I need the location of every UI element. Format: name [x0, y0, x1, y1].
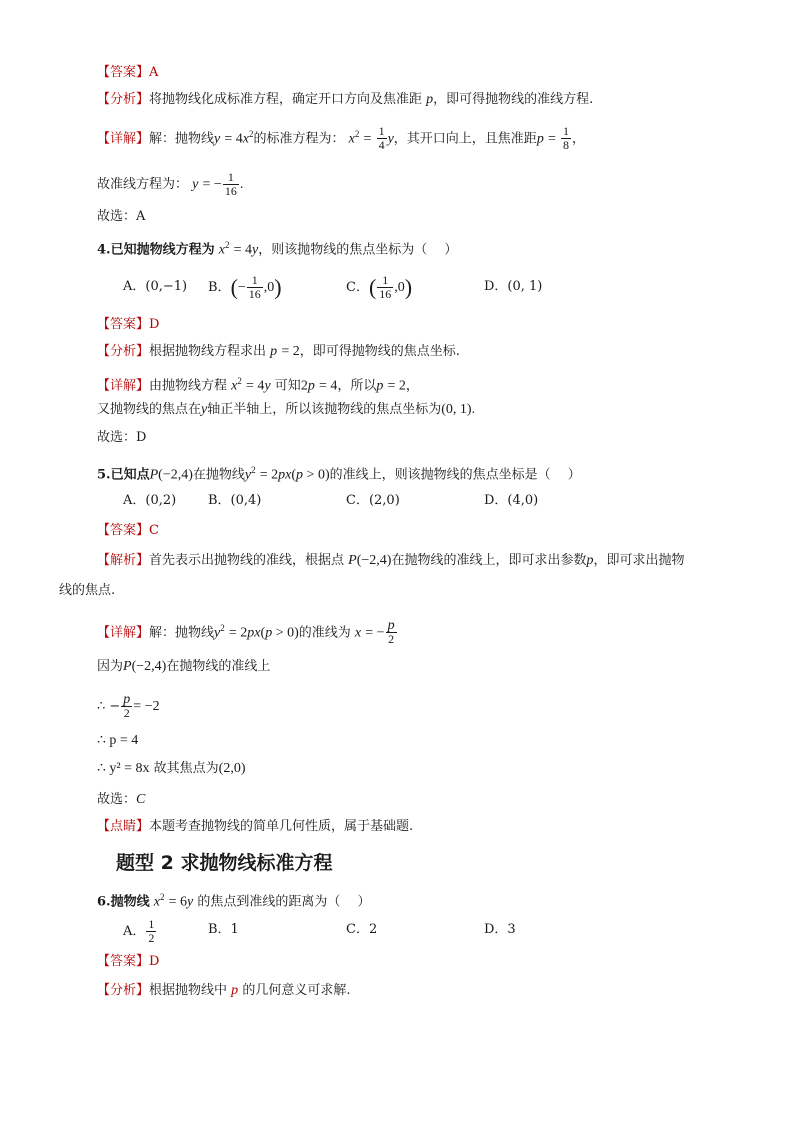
analysis-line-3 [97, 90, 593, 110]
q5-stem-b: 在抛物线 [192, 467, 245, 483]
question-6: 6.抛物线 $x^2 = 6y$ 的焦点到准线的距离为（ ） [97, 892, 371, 910]
fraction-1-16: $\frac{1}{16}$ [224, 170, 237, 198]
analysis-line-6: 【分析】根据抛物线中 p 的几何意义可求解. [97, 983, 351, 998]
q4-option-b: B．(− $\frac{1}{16}$ ,0) [208, 273, 282, 301]
detail2-tail: 轴正半轴上，所以该抛物线的焦点坐标为 [207, 402, 442, 417]
q4-option-c-label: C． [346, 280, 369, 295]
answer-value: D [149, 317, 160, 332]
answer-value: D [149, 954, 160, 969]
parse-line-5b: 线的焦点. [59, 583, 116, 598]
step3: ∴ y² = 8x [97, 761, 150, 776]
q4-option-a: A．(0,−1) [123, 279, 188, 294]
detail-c: ，所以 [337, 378, 377, 394]
choose-text: 故选： [97, 792, 137, 807]
detail-d: ， [405, 378, 419, 394]
math-p: p [426, 92, 434, 107]
question-5: 5.已知点P(−2,4)在抛物线$y^2 = 2px(p > 0)$的准线上，则该抛物线的焦点坐标是（ ） [97, 465, 581, 483]
detail2-text: 又抛物线的焦点在 [97, 402, 202, 417]
fraction-1-4: $\frac{1}{4}$ [378, 124, 385, 153]
directrix-text: 故准线方程为： [97, 177, 189, 192]
detail-label: 【详解】 [97, 131, 150, 147]
q5-option-d: D．(4,0) [484, 493, 539, 508]
detail-a: 解：抛物线 [149, 131, 215, 147]
fraction-1-8: $\frac{1}{8}$ [563, 124, 569, 153]
step3-line-5: ∴ y² = 8x 故其焦点为(2,0) [97, 761, 246, 776]
q6-option-b: B．1 [208, 922, 239, 937]
detail2-line-4: 又抛物线的焦点在y轴正半轴上，所以该抛物线的焦点坐标为(0, 1). [97, 402, 476, 417]
q6-stem: 6.抛物线 [97, 894, 150, 910]
comment-line-5 [97, 817, 413, 837]
because-a: 因为 [97, 659, 124, 674]
analysis-tail: 的几何意义可求解. [242, 983, 351, 998]
analysis-label: 【分析】 [97, 92, 150, 107]
q6-option-a-label: A． [123, 924, 146, 939]
detail-d: ， [572, 131, 586, 147]
answer-label: 【答案】 [97, 523, 150, 538]
detail-label: 【详解】 [97, 625, 150, 641]
analysis-tail: ，即可得抛物线的焦点坐标. [299, 344, 460, 359]
choose-value: C [136, 792, 146, 807]
choose-line-3: 故选：A [97, 209, 146, 224]
q5-option-a: A．(0,2) [123, 493, 177, 508]
q5-stem: 5.已知点 [97, 467, 150, 483]
detail-b: 的标准方程为： [253, 131, 345, 147]
analysis-text: 根据抛物线中 [149, 983, 228, 998]
analysis-line-4: 【分析】根据抛物线方程求出 p = 2，即可得抛物线的焦点坐标. [97, 344, 460, 359]
choose-line-4: 故选：D [97, 430, 147, 445]
answer-line-4 [97, 315, 159, 335]
comment-label: 【点睛】 [97, 819, 150, 834]
analysis-label: 【分析】 [97, 344, 150, 359]
answer-line-6 [97, 952, 159, 972]
parse-line-5: 【解析】首先表示出抛物线的准线，根据点 P(−2,4)在抛物线的准线上，即可求出参数p，即可求出抛物 [97, 553, 685, 568]
detail-a: 由抛物线方程 [149, 378, 228, 394]
q6-option-c: C．2 [346, 922, 378, 937]
answer-label: 【答案】 [97, 317, 150, 332]
step1-line-5: ∴ − $\frac{p}{2}$ = −2 [97, 692, 160, 720]
detail-b: 可知 [274, 378, 301, 394]
because-line-5: 因为P(−2,4)在抛物线的准线上 [97, 659, 271, 674]
analysis-tail: ，即可得抛物线的准线方程. [433, 92, 594, 107]
detail-line-5: 【详解】解：抛物线$y^2 = 2px(p > 0)$的准线为 x = − $\frac{p}{2}$ [97, 618, 395, 647]
answer-label: 【答案】 [97, 65, 150, 80]
q6-stem-tail: 的焦点到准线的距离为（ ） [197, 894, 371, 910]
math-parabola: y [214, 131, 221, 147]
parse-b: 在抛物线的准线上，即可求出参数 [391, 553, 587, 568]
q4-option-d: D．(0, 1) [484, 279, 543, 294]
detail-label: 【详解】 [97, 378, 150, 394]
q6-option-d: D．3 [484, 922, 516, 937]
step1: ∴ − [97, 699, 121, 714]
step2-line-5: ∴ p = 4 [97, 733, 139, 748]
detail-line-4: 【详解】由抛物线方程 $x^2 = 4y$ 可知2p = 4，所以p = 2， [97, 376, 419, 394]
answer-line-5 [97, 521, 159, 541]
choose-line-5 [97, 790, 145, 810]
answer-line-3 [97, 63, 158, 83]
analysis-label: 【分析】 [97, 983, 150, 998]
answer-value: C [149, 523, 159, 538]
question-4: 4.已知抛物线方程为 $x^2 = 4y$，则该抛物线的焦点坐标为（ ） [97, 240, 458, 258]
because-b: 在抛物线的准线上 [166, 659, 271, 674]
parse-a: 首先表示出抛物线的准线，根据点 [149, 553, 345, 568]
directrix-line-3: 故准线方程为： y = − $\frac{1}{16}$ . [97, 170, 244, 198]
detail-line-3: 【详解】解：抛物线$y = 4x^2$的标准方程为： $x^2$ = $\frac{1}{4}$ y，其开口向上，且焦准距p = $\frac{1}{8}$ ， [97, 124, 586, 153]
parse-c: ，即可求出抛物 [593, 553, 685, 568]
detail-c: ，其开口向上，且焦准距 [393, 131, 537, 147]
parse-label: 【解析】 [97, 553, 150, 568]
q4-stem-tail: ，则该抛物线的焦点坐标为（ ） [258, 242, 458, 258]
q5-option-b: B．(0,4) [208, 493, 262, 508]
analysis-text: 根据抛物线方程求出 [149, 344, 267, 359]
detail-b: 的准线为 [298, 625, 351, 641]
q5-stem-c: 的准线上，则该抛物线的焦点坐标是（ ） [329, 467, 581, 483]
q4-stem: 4.已知抛物线方程为 [97, 242, 215, 258]
answer-value: A [149, 65, 159, 80]
comment-text: 本题考查抛物线的简单几何性质，属于基础题. [149, 819, 414, 834]
q4-option-b-label: B． [208, 280, 231, 295]
q4-option-c: C．( $\frac{1}{16}$ ,0) [346, 273, 413, 301]
detail-a: 解：抛物线 [149, 625, 215, 641]
q6-option-a: A． $\frac{1}{2}$ [123, 917, 155, 945]
q5-option-c: C．(2,0) [346, 493, 400, 508]
step1-tail: = −2 [133, 699, 160, 714]
answer-label: 【答案】 [97, 954, 150, 969]
section-title: 题型 2 求抛物线标准方程 [116, 852, 333, 874]
analysis-text: 将抛物线化成标准方程，确定开口方向及焦准距 [149, 92, 423, 107]
step3-tail: 故其焦点为 [153, 761, 219, 776]
